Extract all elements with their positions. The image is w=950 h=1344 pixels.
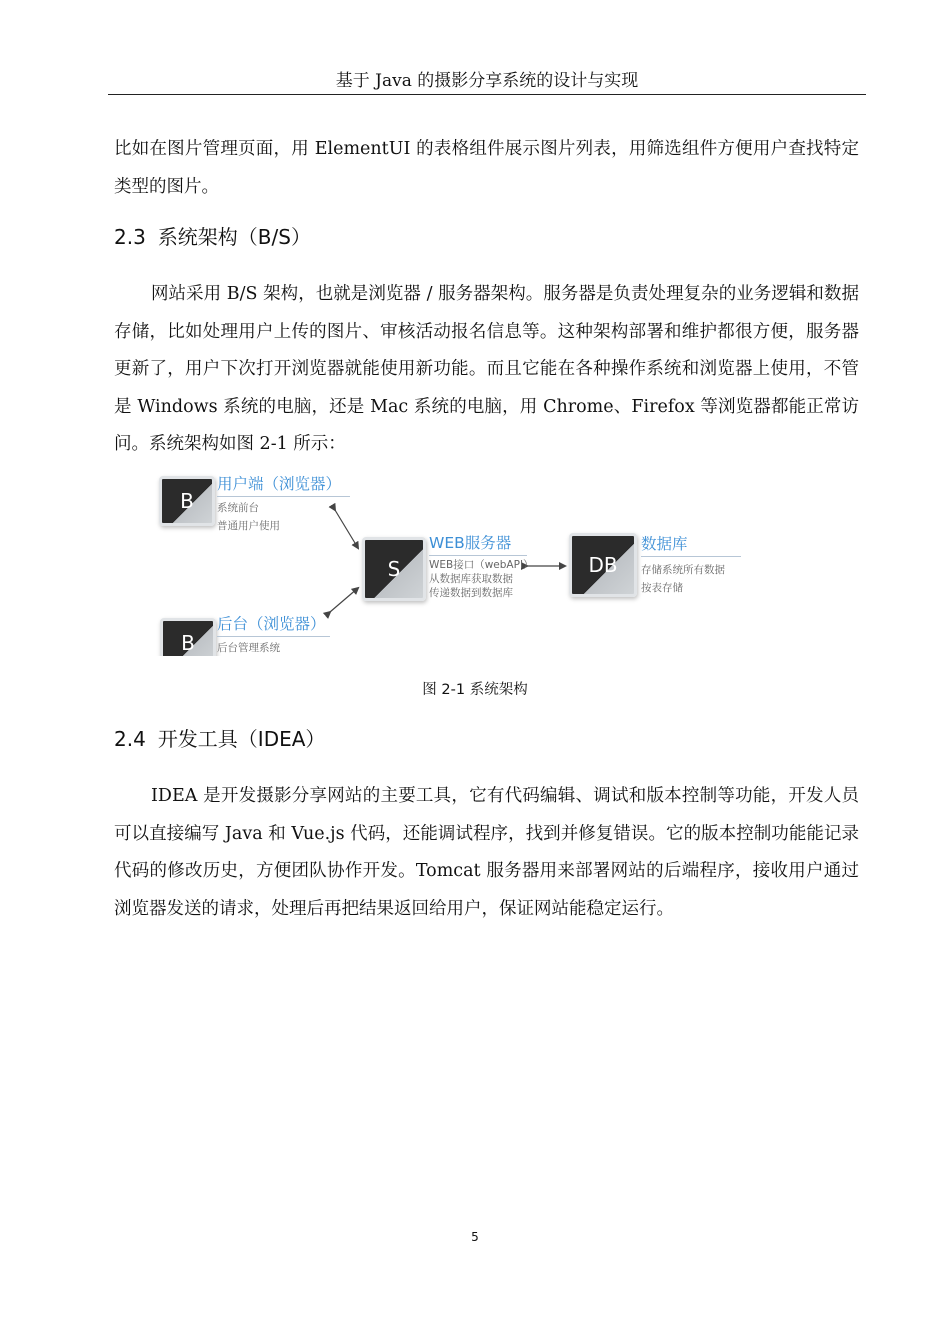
- section-2-3-number: 2.3: [114, 225, 146, 249]
- figure-caption: 图 2-1 系统架构: [422, 682, 528, 698]
- database-desc-line-1: 存储系统所有数据: [641, 564, 725, 576]
- admin-box: B: [160, 618, 216, 656]
- server-desc-line-2: 从数据库获取数据: [429, 573, 513, 585]
- client-title-rule: [217, 496, 350, 497]
- server-title-rule: [429, 555, 527, 556]
- page-header: 基于 Java 的摄影分享系统的设计与实现: [108, 68, 866, 95]
- client-server-arrow: [335, 510, 358, 548]
- section-2-4-title: 开发工具（IDEA）: [157, 727, 326, 751]
- client-desc-line-2: 普通用户使用: [217, 520, 280, 532]
- section-2-4-heading: [114, 725, 325, 753]
- server-desc-line-3: 传递数据到数据库: [429, 587, 513, 599]
- admin-server-arrow: [330, 588, 358, 612]
- client-title: 用户端（浏览器）: [217, 475, 342, 493]
- architecture-figure: [155, 470, 755, 656]
- client-desc-line-1: 系统前台: [217, 502, 259, 514]
- server-box: S: [362, 537, 426, 601]
- server-title: WEB服务器: [429, 534, 512, 552]
- section-2-3-title: 系统架构（B/S）: [157, 225, 311, 249]
- database-title: 数据库: [641, 535, 688, 553]
- admin-title: 后台（浏览器）: [217, 615, 326, 633]
- section-2-4-paragraph: IDEA 是开发摄影分享网站的主要工具，它有代码编辑、调试和版本控制等功能，开发人员可以直接编写 Java 和 Vue.js 代码，还能调试程序，找到并修复错误。它的版本控制功能能记录代码的修改历史，方便团队协作开发。Tomcat 服务器用来部署网站的后端程序，接收用户通过浏览器发送的请求，处理后再把结果返回给用户，保证网站能稳定运行。: [114, 786, 859, 919]
- database-box: DB: [569, 533, 637, 597]
- client-box: B: [159, 476, 215, 526]
- section-2-4-number: 2.4: [114, 727, 146, 751]
- section-2-3-heading: [114, 223, 311, 251]
- server-desc-line-1: WEB接口（webAPI）: [429, 559, 534, 571]
- database-desc-line-2: 按表存储: [641, 582, 683, 594]
- admin-title-rule: [217, 636, 330, 637]
- section-2-3-paragraph: 网站采用 B/S 架构，也就是浏览器 / 服务器架构。服务器是负责处理复杂的业务逻辑和数据存储，比如处理用户上传的图片、审核活动报名信息等。这种架构部署和维护都很方便，服务器更新了，用户下次打开浏览器就能使用新功能。而且它能在各种操作系统和浏览器上使用，不管是 Windows 系统的电脑，还是 Mac 系统的电脑，用 Chrome、Firefox 等浏览器都能正常访问。系统架构如图 2-1 所示：: [114, 284, 859, 454]
- intro-paragraph: 比如在图片管理页面，用 ElementUI 的表格组件展示图片列表，用筛选组件方便用户查找特定类型的图片。: [114, 139, 859, 197]
- database-title-rule: [641, 556, 741, 557]
- page-number: 5: [471, 1230, 479, 1244]
- admin-desc-line-1: 后台管理系统: [217, 642, 280, 654]
